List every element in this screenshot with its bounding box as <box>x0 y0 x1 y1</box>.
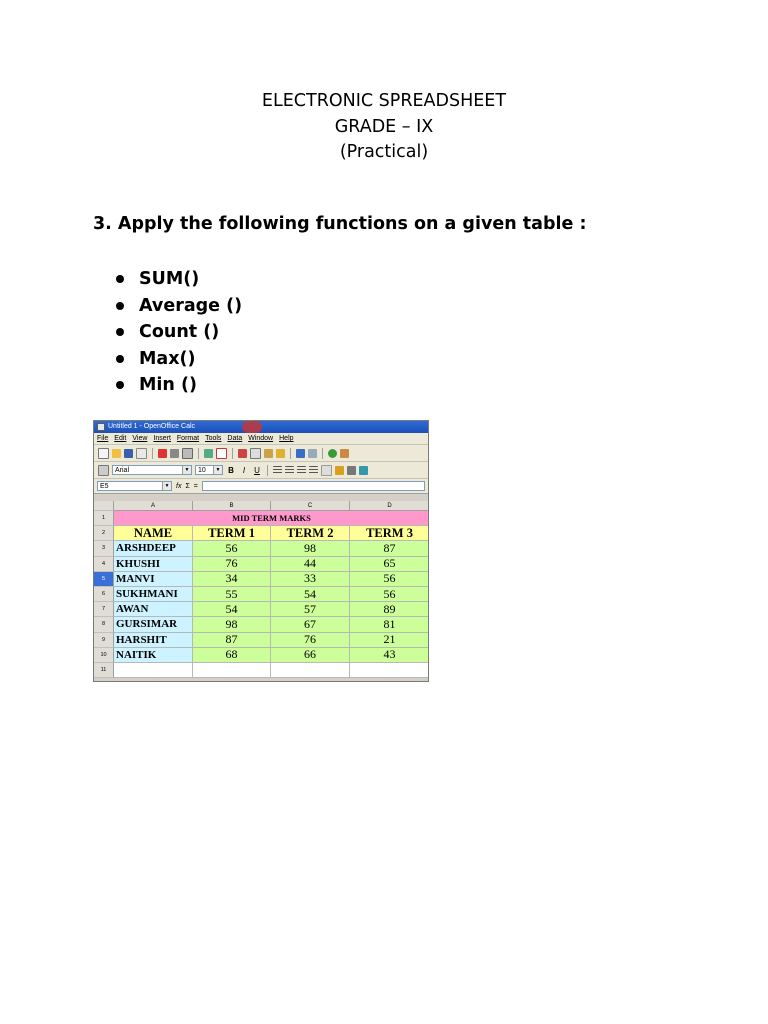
chevron-down-icon[interactable]: ▼ <box>213 466 222 474</box>
student-name-cell[interactable]: GURSIMAR <box>114 617 193 632</box>
row-header[interactable]: 1 <box>94 511 114 526</box>
styles-icon[interactable] <box>98 465 109 476</box>
empty-cell[interactable] <box>271 663 350 678</box>
bullet-icon <box>116 328 124 336</box>
function-item: SUM() <box>116 266 242 293</box>
column-header[interactable]: D <box>350 501 429 511</box>
email-icon[interactable] <box>136 448 147 459</box>
window-title: Untitled 1 - OpenOffice Calc <box>108 423 196 430</box>
table-banner-cell[interactable]: MID TERM MARKS <box>114 511 429 526</box>
red-badge-icon <box>242 421 262 433</box>
row-header[interactable]: 9 <box>94 633 114 648</box>
menu-bar <box>94 433 428 445</box>
underline-button[interactable]: U <box>254 465 260 475</box>
question-text: 3. Apply the following functions on a given table : <box>93 214 587 234</box>
student-name-cell[interactable]: SUKHMANI <box>114 587 193 602</box>
heading-title: ELECTRONIC SPREADSHEET <box>261 91 507 111</box>
table-row <box>94 541 429 556</box>
percent-icon[interactable] <box>347 466 356 475</box>
mark-cell[interactable]: 76 <box>271 633 350 648</box>
row-header[interactable]: 10 <box>94 648 114 663</box>
row-header[interactable]: 6 <box>94 587 114 602</box>
menu-help[interactable]: Help <box>279 435 294 442</box>
spreadsheet-screenshot <box>93 420 429 682</box>
bold-button[interactable]: B <box>228 465 234 475</box>
student-name-cell[interactable]: NAITIK <box>114 648 193 663</box>
align-right-icon[interactable] <box>297 466 306 475</box>
justify-icon[interactable] <box>309 466 318 475</box>
menu-insert[interactable]: Insert <box>153 435 171 442</box>
mark-cell[interactable]: 67 <box>271 617 350 632</box>
row-header[interactable]: 3 <box>94 541 114 556</box>
mark-cell[interactable]: 56 <box>350 572 429 587</box>
column-title-cell[interactable]: TERM 3 <box>350 526 429 541</box>
chevron-down-icon[interactable]: ▼ <box>162 482 171 490</box>
sum-icon[interactable]: Σ <box>185 482 190 490</box>
mark-cell[interactable]: 56 <box>350 587 429 602</box>
currency-icon[interactable] <box>335 466 344 475</box>
row-header[interactable]: 5 <box>94 572 114 587</box>
toolbar-separator <box>232 448 233 459</box>
function-list <box>116 266 242 399</box>
formula-bar <box>94 479 428 494</box>
column-header[interactable]: C <box>271 501 350 511</box>
table-row <box>94 617 429 632</box>
mark-cell[interactable]: 89 <box>350 602 429 617</box>
table-row <box>94 602 429 617</box>
bullet-icon <box>116 275 124 283</box>
mark-cell[interactable]: 33 <box>271 572 350 587</box>
function-item: Count () <box>116 319 242 346</box>
spellcheck-icon[interactable] <box>204 449 213 458</box>
column-title-cell[interactable]: TERM 2 <box>271 526 350 541</box>
font-name-select[interactable]: Arial ▼ <box>112 465 192 475</box>
mark-cell[interactable]: 57 <box>271 602 350 617</box>
formula-input[interactable] <box>202 481 425 491</box>
print-icon[interactable] <box>170 449 179 458</box>
student-name-cell[interactable]: AWAN <box>114 602 193 617</box>
mark-cell[interactable]: 98 <box>193 617 271 632</box>
new-document-icon[interactable] <box>98 448 109 459</box>
mark-cell[interactable]: 65 <box>350 557 429 572</box>
copy-icon[interactable] <box>250 448 261 459</box>
mark-cell[interactable]: 87 <box>350 541 429 556</box>
student-name-cell[interactable]: KHUSHI <box>114 557 193 572</box>
bullet-icon <box>116 355 124 363</box>
student-name-cell[interactable]: MANVI <box>114 572 193 587</box>
mark-cell[interactable]: 54 <box>271 587 350 602</box>
standard-toolbar <box>94 445 428 462</box>
table-row <box>94 557 429 572</box>
redo-icon[interactable] <box>308 449 317 458</box>
heading-grade: GRADE – IX <box>334 116 434 137</box>
toolbar-separator <box>290 448 291 459</box>
column-header[interactable]: A <box>114 501 193 511</box>
table-row <box>94 572 429 587</box>
bullet-icon <box>116 302 124 310</box>
table-row <box>94 526 429 541</box>
menu-view[interactable]: View <box>132 435 148 442</box>
student-name-cell[interactable]: HARSHIT <box>114 633 193 648</box>
mark-cell[interactable]: 56 <box>193 541 271 556</box>
column-header[interactable]: B <box>193 501 271 511</box>
mark-cell[interactable]: 44 <box>271 557 350 572</box>
toolbar-separator <box>267 465 268 476</box>
table-row <box>94 663 429 678</box>
mark-cell[interactable]: 66 <box>271 648 350 663</box>
equals-icon[interactable]: = <box>193 482 198 490</box>
cut-icon[interactable] <box>238 449 247 458</box>
chevron-down-icon[interactable]: ▼ <box>182 466 191 474</box>
sheet-rows <box>94 511 429 678</box>
format-paintbrush-icon[interactable] <box>276 449 285 458</box>
save-icon[interactable] <box>124 449 133 458</box>
mark-cell[interactable]: 98 <box>271 541 350 556</box>
menu-edit[interactable]: Edit <box>114 435 127 442</box>
empty-cell[interactable] <box>114 663 193 678</box>
mark-cell[interactable]: 87 <box>193 633 271 648</box>
bullet-icon <box>116 381 124 389</box>
select-all-corner[interactable] <box>94 501 114 511</box>
mark-cell[interactable]: 76 <box>193 557 271 572</box>
column-title-cell[interactable]: NAME <box>114 526 193 541</box>
column-header-row <box>94 501 429 511</box>
row-header[interactable]: 7 <box>94 602 114 617</box>
function-item: Max() <box>116 346 242 373</box>
menu-data[interactable]: Data <box>227 435 243 442</box>
open-folder-icon[interactable] <box>112 449 121 458</box>
function-item: Average () <box>116 293 242 320</box>
table-row <box>94 633 429 648</box>
mark-cell[interactable]: 68 <box>193 648 271 663</box>
table-row <box>94 648 429 663</box>
mark-cell[interactable]: 54 <box>193 602 271 617</box>
window-titlebar <box>94 421 428 433</box>
empty-cell[interactable] <box>193 663 271 678</box>
student-name-cell[interactable]: ARSHDEEP <box>114 541 193 556</box>
mark-cell[interactable]: 81 <box>350 617 429 632</box>
menu-window[interactable]: Window <box>248 435 274 442</box>
mark-cell[interactable]: 21 <box>350 633 429 648</box>
function-wizard-icon[interactable]: fx <box>176 482 182 490</box>
function-item: Min () <box>116 372 242 399</box>
merge-cells-icon[interactable] <box>321 465 332 476</box>
toolbar-separator <box>198 448 199 459</box>
formatting-toolbar <box>94 462 428 479</box>
toolbar-separator <box>322 448 323 459</box>
sheet-grid <box>94 501 429 678</box>
row-header[interactable]: 11 <box>94 663 114 678</box>
align-center-icon[interactable] <box>285 466 294 475</box>
print-preview-icon[interactable] <box>182 448 193 459</box>
mark-cell[interactable]: 34 <box>193 572 271 587</box>
menu-tools[interactable]: Tools <box>205 435 222 442</box>
font-size-select[interactable]: 10 ▼ <box>195 465 223 475</box>
column-title-cell[interactable]: TERM 1 <box>193 526 271 541</box>
italic-button[interactable]: I <box>242 465 246 475</box>
undo-icon[interactable] <box>296 449 305 458</box>
menu-file[interactable]: File <box>97 435 109 442</box>
row-header[interactable]: 8 <box>94 617 114 632</box>
mark-cell[interactable]: 43 <box>350 648 429 663</box>
align-left-icon[interactable] <box>273 466 282 475</box>
table-row <box>94 587 429 602</box>
name-box[interactable]: E5 ▼ <box>97 481 172 491</box>
heading-practical: (Practical) <box>339 142 429 162</box>
empty-cell[interactable] <box>350 663 429 678</box>
calc-app-icon <box>97 423 105 431</box>
sort-icon[interactable] <box>340 449 349 458</box>
mark-cell[interactable]: 55 <box>193 587 271 602</box>
table-row <box>94 511 429 526</box>
autospell-icon[interactable] <box>216 448 227 459</box>
document-heading <box>0 89 768 166</box>
row-header[interactable]: 2 <box>94 526 114 541</box>
paste-icon[interactable] <box>264 449 273 458</box>
row-header[interactable]: 4 <box>94 557 114 572</box>
export-pdf-icon[interactable] <box>158 449 167 458</box>
menu-format[interactable]: Format <box>176 435 200 442</box>
hyperlink-icon[interactable] <box>328 449 337 458</box>
number-format-icon[interactable] <box>359 466 368 475</box>
toolbar-separator <box>152 448 153 459</box>
